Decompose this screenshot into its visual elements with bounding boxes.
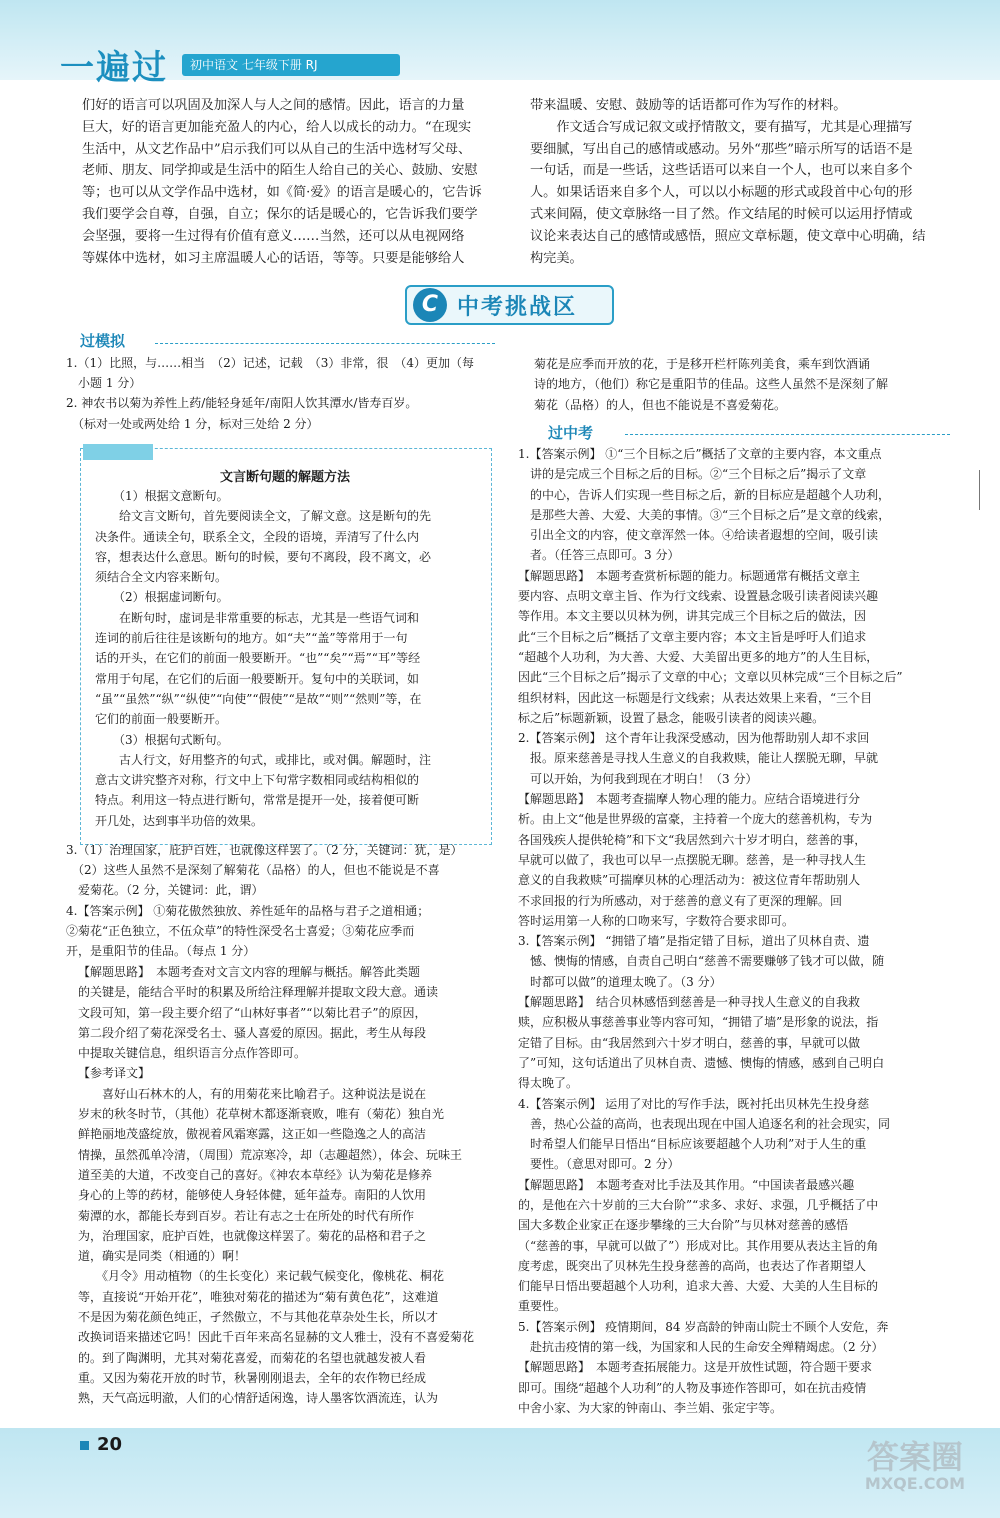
sec-exam-rule: [625, 434, 950, 435]
text-line: 赎，应积极从事慈善事业等内容可知，“拥错了墙”是形象的说法，指: [518, 1015, 879, 1030]
text-line: 是那些大善、大爱、大美的事情。③“三个目标之后”是文章的线索，: [518, 507, 891, 522]
text-line: 中舍小家、为大家的钟南山、李兰娟、张定宇等。: [518, 1400, 783, 1415]
text-line: 2. 神农书以菊为养性上药/能轻身延年/南阳人饮其潭水/皆寿百岁。: [66, 396, 418, 411]
text-line: （标对一处或两处给 1 分，标对三处给 2 分）: [66, 416, 319, 431]
text-line: 文段可知，第一段主要介绍了“山林好事者”“以菊比君子”的原因，: [78, 1005, 427, 1020]
brand-tag: 初中语文 七年级下册 RJ: [182, 54, 400, 76]
tip-line: 连词的前后往往是该断句的地方。如“夫”“盖”等常用于一句: [95, 631, 408, 646]
text-line: 爱菊花。（2 分，关键词：此，谓）: [66, 883, 264, 898]
tip-line: （2）根据虚词断句。: [95, 590, 229, 605]
text-line: 答时运用第一人称的口吻来写，字数符合要求即可。: [518, 913, 795, 928]
text-line: 意义的自我救赎”可揣摩贝林的心理活动为：被这位青年帮助别人: [518, 873, 861, 888]
watermark-text: 答案圈: [866, 1438, 963, 1476]
sec-mock: 过模拟: [80, 332, 126, 350]
tip-line: 容，想表达什么意思。断句的时候，要句不离段，段不离文，必: [95, 549, 432, 564]
text-line: 4.【答案示例】 运用了对比的写作手法，既衬托出贝林先生投身慈: [518, 1096, 870, 1111]
tip-text: [95, 486, 480, 831]
text-line: 不求回报的行为所感动，对于慈善的意义有了更深的理解。回: [518, 893, 843, 908]
tip-line: 在断句时，虚词是非常重要的标志，尤其是一些语气词和: [95, 610, 420, 625]
text-line: （2）这些人虽然不是深刻了解菊花（品格）的人，但也不能说是不喜: [66, 863, 440, 878]
tip-line: 它们的前面一般要断开。: [95, 712, 228, 727]
text-line: 得太晚了。: [518, 1076, 579, 1091]
text-line: 的中心，告诉人们实现一些目标之后，新的目标应是超越个人功利，: [518, 487, 891, 502]
text-line: 改换词语来描述它吗！因此千百年来高名显赫的文人雅士，没有不喜爱菊花: [78, 1330, 475, 1345]
tip-line: “虽”“虽然”“纵”“纵使”“向使”“假使”“是故”“则”“然则”等，在: [95, 691, 422, 706]
text-line: 会坚强，要将一生过得有价值有意义……当然，还可以从电视网络: [82, 228, 465, 244]
sec-mock-rule: [155, 343, 495, 344]
text-line: 1.（1）比照，与……相当 （2）记述，记载 （3）非常，很 （4）更加（每: [66, 356, 474, 370]
text-line: 小题 1 分）: [66, 376, 142, 391]
text-line: 等；也可以从文学作品中选材，如《简·爱》的语言是暖心的，它告诉: [82, 185, 482, 201]
left-analysis: [78, 962, 498, 1409]
text-line: 时希望人们能早日悟出“目标应该要超越个人功利”对于人生的重: [518, 1137, 867, 1152]
text-line: 们能早日悟出要超越个人功利，追求大善、大爱、大美的人生目标的: [518, 1279, 879, 1294]
text-line: 组织材料，因此这一标题是行文线索；从表达效果上来看，“三个目: [518, 690, 873, 705]
text-line: 中提取关键信息，组织语言分点作答即可。: [78, 1046, 307, 1061]
text-line: 为，治理国家，庇护百姓，也就像这样罢了。菊花的品格和君子之: [78, 1228, 427, 1243]
text-line: 等作用。本文主要以贝林为例，讲其完成三个目标之后的做法，因: [518, 609, 867, 624]
text-line: 【解题思路】 本题考查对比手法及其作用。“中国读者最感兴趣: [518, 1177, 855, 1192]
text-line: 者。（任答三点即可。3 分）: [518, 548, 680, 563]
text-line: 引出全文的内容，使文章浑然一体。④给读者遐想的空间，吸引读: [518, 528, 879, 543]
text-line: 此“三个目标之后”概括了文章主要内容；本文主旨是呼吁人们追求: [518, 629, 867, 644]
top-left-text: [82, 95, 504, 269]
text-line: 道至美的大道，不改变自己的喜好。《神农本草经》认为菊花是修养: [78, 1167, 433, 1182]
text-line: 早就可以做了，我也可以早一点摆脱无聊。慈善，是一种寻找人生: [518, 852, 867, 867]
text-line: 要性。（意思对即可。2 分）: [518, 1157, 680, 1172]
watermark-logo: [840, 1440, 990, 1510]
sec-exam: 过中考: [548, 424, 594, 442]
text-line: 鲜艳丽地茂盛绽放，傲视着风霜寒露，这正如一些隐逸之人的高洁: [78, 1127, 427, 1142]
text-line: 国大多数企业家正在逐步攀缘的三大台阶”与贝林对慈善的感悟: [518, 1218, 849, 1233]
text-line: 【解题思路】 结合贝林感悟到慈善是一种寻找人生意义的自我救: [518, 995, 861, 1010]
text-line: 作文适合写成记叙文或抒情散文，要有描写，尤其是心理描写: [530, 119, 913, 135]
text-line: 了”可知，这句话道出了贝林自责、遗憾、懊悔的情感，感到自己明白: [518, 1055, 885, 1070]
text-line: 【参考译文】: [78, 1066, 151, 1081]
tip-line: 开几处，达到事半功倍的效果。: [95, 813, 264, 828]
text-line: 4.【答案示例】 ①菊花傲然独放、养性延年的品格与君子之道相通；: [66, 903, 430, 918]
text-line: 即可。围绕“超越个人功利”的人物及事迹作答即可，如在抗击疫情: [518, 1380, 867, 1395]
right-top-text: [534, 354, 954, 415]
text-line: 析。由上文“他是世界级的富豪，主持着一个庞大的慈善机构，专为: [518, 812, 873, 827]
tip-line: （3）根据句式断句。: [95, 732, 229, 747]
text-line: 讲的是完成三个目标之后的目标。②“三个目标之后”揭示了文章: [518, 467, 867, 482]
text-line: 度考虑，既突出了贝林先生投身慈善的高尚，也表达了作者期望人: [518, 1258, 867, 1273]
tip-line: （1）根据文意断句。: [95, 489, 229, 503]
tip-line: 话的开头，在它们的前面一般要断开。“也”“矣”“焉”“耳”等经: [95, 651, 421, 666]
section-title: 中考挑战区: [457, 294, 578, 320]
text-line: “超越个人功利，为大善、大爱、大美留出更多的地方”的人生目标，: [518, 649, 879, 664]
tip-line: 给文言文断句，首先要阅读全文，了解文意。这是断句的先: [95, 509, 432, 524]
text-line: 人。如果话语来自多个人，可以以小标题的形式或段首中心句的形: [530, 185, 913, 201]
text-line: 菊潭的水，都能长寿到百岁。若让有志之士在所处的时代有所作: [78, 1208, 415, 1223]
text-line: 们好的语言可以巩固及加深人与人之间的感情。因此，语言的力量: [82, 98, 465, 113]
text-line: 时都可以做”的道理太晚了。（3 分）: [518, 974, 722, 989]
text-line: 我们要学会自尊，自强，自立；保尔的话是暖心的，它告诉我们要学: [82, 206, 478, 222]
text-line: 【解题思路】 本题考查揣摩人物心理的能力。应结合语境进行分: [518, 792, 861, 807]
text-line: 道，确实是同类（相通的）啊！: [78, 1249, 247, 1264]
text-line: 菊花（品格）的人，但也不能说是不喜爱菊花。: [534, 397, 787, 412]
watermark-url: MXQE.COM: [864, 1474, 966, 1493]
right-answers: [518, 444, 954, 1418]
text-line: 议论来表达自己的感情或感悟，照应文章标题，使文章中心明确，结: [530, 228, 926, 244]
text-line: 等媒体中选材，如习主席温暖人心的话语，等等。只要是能够给人: [82, 250, 465, 266]
text-line: 要细腻，写出自己的感情或感动。另外“那些”暗示所写的话语不是: [530, 141, 913, 157]
tip-line: 决条件。通读全句，联系全文，全段的语境，弄清写了什么内: [95, 529, 420, 544]
text-line: （“慈善的事，早就可以做了”）形成对比。其作用要从表达主旨的角: [518, 1238, 879, 1253]
text-line: 第二段介绍了菊花深受名士、骚人喜爱的原因。据此，考生从每段: [78, 1025, 427, 1040]
top-right-text: [530, 95, 952, 269]
text-line: 情操，虽然孤单冷清，（周围）荒凉寒冷，却（志趣超然），体会、玩味王: [78, 1147, 463, 1162]
text-line: 定错了目标。由“我居然到六十岁才明白，慈善的事，早就可以做: [518, 1035, 861, 1050]
text-line: 岁末的秋冬时节，（其他）花草树木都逐渐衰败，唯有（菊花）独自光: [78, 1107, 445, 1122]
text-line: 老师、朋友、同学抑或是生活中的陌生人给自己的关心、鼓励、安慰: [82, 163, 478, 179]
text-line: 【解题思路】 本题考查对文言文内容的理解与概括。解答此类题: [78, 965, 421, 979]
margin-line: [979, 470, 980, 510]
text-line: 喜好山石林木的人，有的用菊花来比喻君子。这种说法是说在: [78, 1086, 427, 1101]
text-line: 憾、懊悔的情感，自责自己明白“慈善不需要赚够了钱才可以做，随: [518, 954, 885, 969]
text-line: 3.（1）治理国家，庇护百姓，也就像这样罢了。（2 分，关键词：犹，是）: [66, 843, 463, 857]
text-line: 各国残疾人提供轮椅”和下文“我居然到六十岁才明白，慈善的事，: [518, 832, 867, 847]
text-line: 等，直接说“开始开花”，唯独对菊花的描述为“菊有黄色花”，这难道: [78, 1289, 439, 1304]
text-line: 赴抗击疫情的第一线，为国家和人民的生命安全殚精竭虑。（2 分）: [518, 1340, 884, 1355]
text-line: 《月令》用动植物（的生长变化）来记载气候变化，像桃花、桐花: [78, 1269, 445, 1284]
text-line: 2.【答案示例】 这个青年让我深受感动，因为他帮助别人却不求回: [518, 731, 870, 746]
text-line: 善，热心公益的高尚，也表现出现在中国人追逐名利的社会现实，同: [518, 1116, 891, 1131]
text-line: 报。原来慈善是寻找人生意义的自我救赎，能让人摆脱无聊，早就: [518, 751, 879, 766]
tip-title: 文言断句题的解题方法: [219, 470, 350, 485]
text-line: 【解题思路】 本题考查拓展能力。这是开放性试题，符合题干要求: [518, 1360, 873, 1375]
text-line: 【解题思路】 本题考查赏析标题的能力。标题通常有概括文章主: [518, 568, 861, 583]
text-line: 诗的地方，（他们）称它是重阳节的佳品。这些人虽然不是深刻了解: [534, 377, 889, 392]
section-letter: C: [413, 288, 447, 322]
tip-line: 须结合全文内容来断句。: [95, 570, 228, 585]
text-line: 可以开始，为何我到现在才明白！（3 分）: [518, 771, 758, 786]
text-line: 熟，天气高远明澈，人们的心情舒适闲逸，诗人墨客饮酒流连，认为: [78, 1391, 439, 1406]
text-line: ②菊花“正色独立，不伍众草”的特性深受名士喜爱；③菊花应季而: [66, 923, 415, 938]
text-line: 开，是重阳节的佳品。（每点 1 分）: [66, 944, 256, 959]
text-line: 的，是他在六十岁前的三大台阶”“求多、求好、求强，几乎概括了中: [518, 1197, 879, 1212]
text-line: 标之后”标题新颖，设置了悬念，能吸引读者的阅读兴趣。: [518, 710, 825, 725]
tip-tag: [83, 444, 153, 460]
tip-line: 常用于句尾，在它们的后面一般要断开。复句中的关联词，如: [95, 671, 420, 686]
text-line: 身心的上等的药材，能够使人身轻体健，延年益寿。南阳的人饮用: [78, 1188, 427, 1203]
text-line: 要内容、点明文章主旨、作为行文线索、设置悬念吸引读者阅读兴趣: [518, 589, 879, 604]
text-line: 重。又因为菊花开放的时节，秋暑刚刚退去，全年的农作物已经成: [78, 1370, 427, 1385]
text-line: 1.【答案示例】 ①“三个目标之后”概括了文章的主要内容，本文重点: [518, 447, 882, 461]
text-line: 不是因为菊花颜色纯正，孑然傲立，不与其他花草杂处生长，所以才: [78, 1310, 439, 1325]
brand-logo: 一遍过: [60, 48, 168, 88]
left-questions: [66, 353, 498, 434]
tip-line: 意古文讲究整齐对称，行文中上下句常字数相同或结构相似的: [95, 773, 420, 788]
text-line: 3.【答案示例】 “拥错了墙”是指定错了目标，道出了贝林自责、遗: [518, 934, 870, 949]
text-line: 5.【答案示例】 疫情期间，84 岁高龄的钟南山院士不顾个人安危，奔: [518, 1319, 889, 1334]
text-line: 一句话，而是一些话，这些话语可以来自一个人，也可以来自多个: [530, 163, 913, 179]
left-q3-q4: [66, 840, 498, 961]
tip-line: 特点。利用这一特点进行断句，常常是提开一处，接着便可断: [95, 793, 420, 808]
text-line: 菊花是应季而开放的花，于是移开栏杆陈列美食，乘车到饮酒诵: [534, 357, 871, 371]
section-banner: [405, 285, 614, 325]
text-line: 生活中，从文艺作品中”启示我们可以从自己的生活中选材写父母、: [82, 141, 472, 157]
text-line: 构完美。: [530, 250, 583, 266]
page-number: 20: [80, 1434, 122, 1455]
text-line: 因此“三个目标之后”揭示了文章的中心；文章以贝林完成“三个目标之后”: [518, 670, 903, 685]
text-line: 的关键是，能结合平时的积累及所给注释理解并提取文段大意。通读: [78, 985, 439, 1000]
text-line: 的。到了陶渊明，尤其对菊花喜爱，而菊花的名望也就越发被人看: [78, 1350, 427, 1365]
text-line: 带来温暖、安慰、鼓励等的话语都可作为写作的材料。: [530, 98, 847, 113]
text-line: 重要性。: [518, 1299, 567, 1314]
tip-line: 古人行文，好用整齐的句式，或排比，或对偶。解题时，注: [95, 752, 432, 767]
text-line: 式来间隔，使文章脉络一目了然。作文结尾的时候可以运用抒情或: [530, 206, 913, 222]
text-line: 巨大，好的语言更加能充盈人的内心，给人以成长的动力。“在现实: [82, 119, 472, 135]
